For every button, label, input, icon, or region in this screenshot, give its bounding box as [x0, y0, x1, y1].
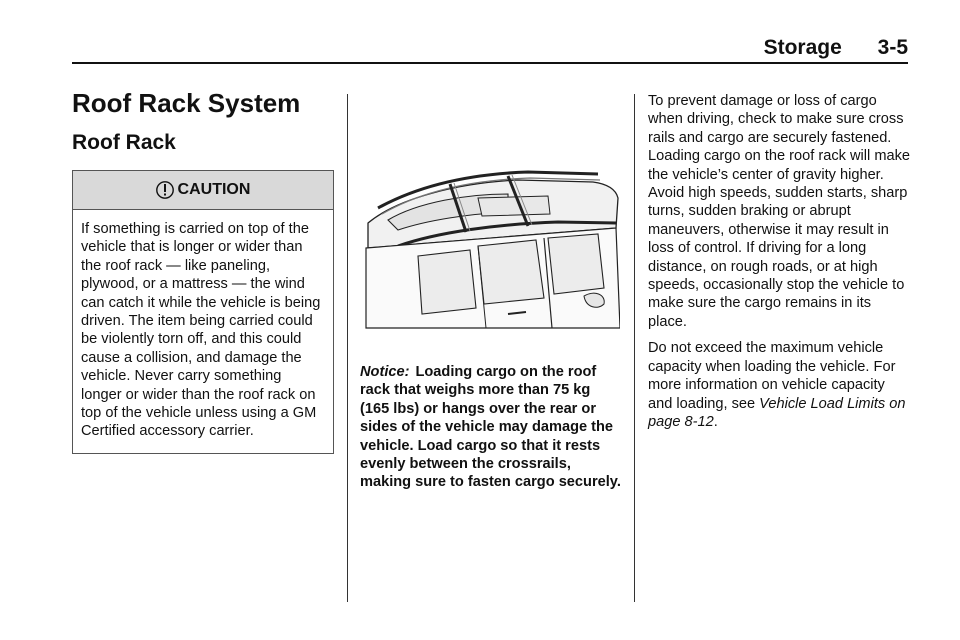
page-number: 3-5	[877, 36, 908, 59]
warning-icon	[156, 180, 174, 200]
cross-reference-link[interactable]: Vehicle Load Limits on page 8-12	[648, 395, 906, 430]
body-paragraph	[648, 339, 912, 431]
caution-text: If something is carried on top of the vehicle that is longer or wider than the roof rack — like paneling, plywood, or a mattress — the wind can catch it while the vehicle is being driven. The item being carried could be violently torn off, and this could cause a collision, and damage the vehicle. Never carry something longer or wider than the roof rack on top of the vehicle unless using a GM Certified accessory carrier.	[81, 221, 321, 440]
caution-heading: CAUTION	[177, 181, 251, 198]
section-name: Storage	[763, 36, 842, 59]
paragraph-text: Do not exceed the maximum vehicle capacity when loading the vehicle. For more information on vehicle capacity and loading, see	[648, 340, 896, 412]
column-left	[72, 88, 334, 454]
column-right	[648, 92, 912, 439]
caution-box	[72, 170, 334, 454]
page-title: Roof Rack System	[72, 88, 301, 118]
roof-rack-vehicle-illustration	[358, 128, 620, 340]
notice-block	[360, 363, 622, 492]
notice-text: Loading cargo on the roof rack that weighs more than 75 kg (165 lbs) or hangs over the rear or sides of the vehicle may damage the vehicle. Load cargo so that it rests evenly between the crossrails, making sure to fasten cargo securely.	[360, 364, 621, 491]
column-divider	[634, 94, 635, 602]
paragraph-end: .	[713, 413, 718, 430]
column-divider	[347, 94, 348, 602]
running-header	[764, 36, 908, 60]
column-middle	[360, 88, 622, 492]
body-paragraph: To prevent damage or loss of cargo when driving, check to make sure cross rails and cargo are securely fastened. Loading cargo on the roof rack will make the vehicle’s center of gravity higher. Avoid high speeds, sudden starts, sharp turns, sudden braking or abrupt maneuvers, otherwise it may result in loss of control. If driving for a long distance, on rough roads, or at high speeds, occasionally stop the vehicle to make sure the cargo remains in its place.	[648, 93, 911, 330]
caution-header	[73, 171, 333, 210]
notice-label: Notice:	[360, 364, 410, 380]
header-rule	[72, 62, 908, 64]
section-subtitle: Roof Rack	[72, 131, 176, 154]
